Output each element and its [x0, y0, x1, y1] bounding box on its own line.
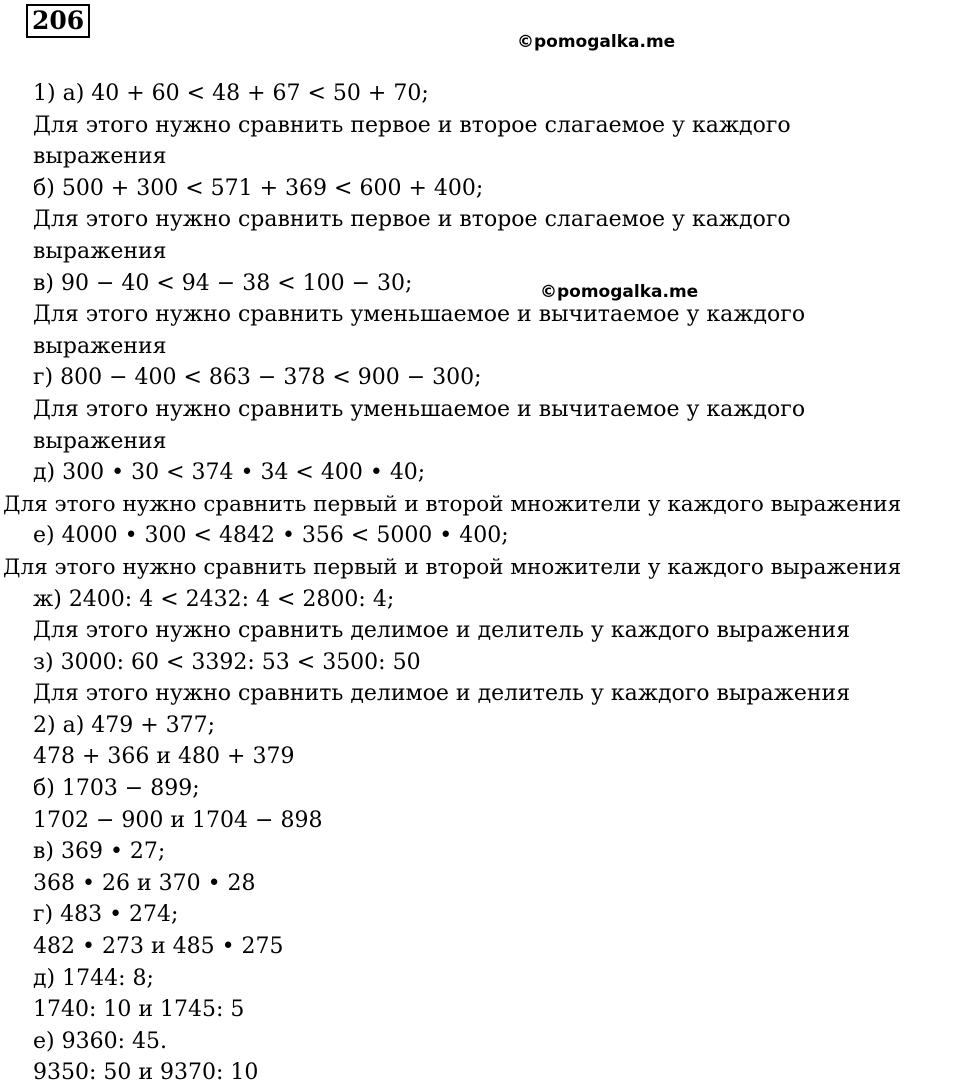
text-line: Для этого нужно сравнить первый и второй множители у каждого выражения: [3, 554, 902, 580]
text-line: 1740: 10 и 1745: 5: [33, 997, 245, 1023]
text-line: выражения: [33, 333, 167, 359]
text-line: з) 3000: 60 < 3392: 53 < 3500: 50: [33, 649, 421, 675]
text-line: г) 800 − 400 < 863 − 378 < 900 − 300;: [33, 365, 482, 391]
problem-number: 206: [26, 4, 90, 38]
text-line: Для этого нужно сравнить первый и второй множители у каждого выражения: [3, 491, 902, 517]
watermark: ©pomogalka.me: [540, 282, 699, 302]
text-line: выражения: [33, 238, 167, 264]
text-line: Для этого нужно сравнить первое и второе слагаемое у каждого: [33, 207, 791, 233]
text-line: б) 1703 − 899;: [33, 776, 200, 802]
text-line: б) 500 + 300 < 571 + 369 < 600 + 400;: [33, 175, 484, 201]
text-line: е) 4000 • 300 < 4842 • 356 < 5000 • 400;: [33, 523, 509, 549]
text-line: 482 • 273 и 485 • 275: [33, 934, 284, 960]
text-line: Для этого нужно сравнить первое и второе слагаемое у каждого: [33, 112, 791, 138]
watermark: ©pomogalka.me: [517, 32, 676, 52]
text-line: 1702 − 900 и 1704 − 898: [33, 807, 323, 833]
text-line: в) 369 • 27;: [33, 839, 166, 865]
text-line: в) 90 − 40 < 94 − 38 < 100 − 30;: [33, 270, 413, 296]
text-line: е) 9360: 45.: [33, 1028, 167, 1054]
text-line: ж) 2400: 4 < 2432: 4 < 2800: 4;: [33, 586, 395, 612]
text-line: 9350: 50 и 9370: 10: [33, 1060, 259, 1086]
text-line: Для этого нужно сравнить уменьшаемое и вычитаемое у каждого: [33, 396, 806, 422]
text-line: выражения: [33, 144, 167, 170]
text-line: выражения: [33, 428, 167, 454]
text-line: Для этого нужно сравнить делимое и делитель у каждого выражения: [33, 618, 851, 644]
solution-text: [0, 78, 960, 1089]
text-line: 478 + 366 и 480 + 379: [33, 744, 295, 770]
text-line: 368 • 26 и 370 • 28: [33, 870, 256, 896]
text-line: д) 300 • 30 < 374 • 34 < 400 • 40;: [33, 460, 426, 486]
text-line: Для этого нужно сравнить уменьшаемое и вычитаемое у каждого: [33, 302, 806, 328]
text-line: 1) а) 40 + 60 < 48 + 67 < 50 + 70;: [33, 81, 429, 106]
text-line: Для этого нужно сравнить делимое и делитель у каждого выражения: [33, 681, 851, 707]
text-line: д) 1744: 8;: [33, 965, 154, 991]
text-line: г) 483 • 274;: [33, 902, 179, 928]
text-line: 2) а) 479 + 377;: [33, 712, 216, 738]
